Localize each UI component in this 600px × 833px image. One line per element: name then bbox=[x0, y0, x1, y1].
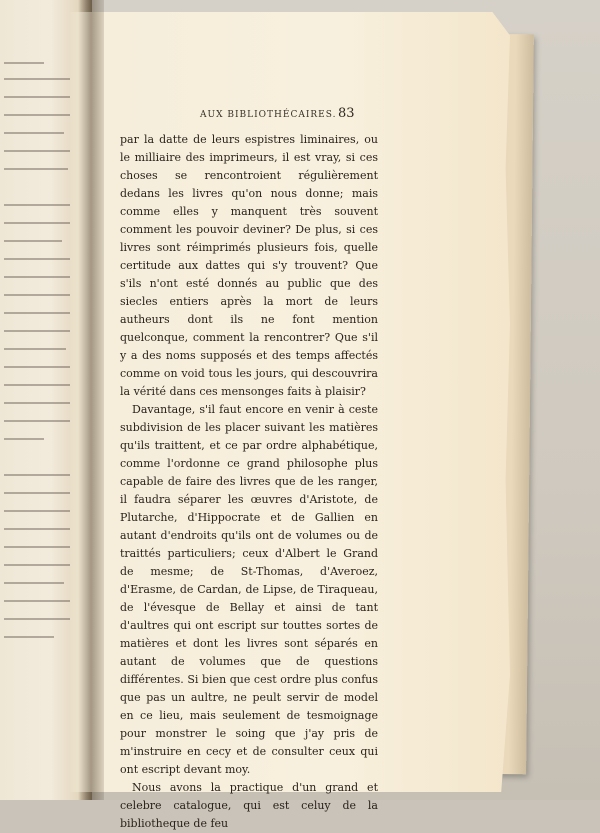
page-number: 83 bbox=[338, 106, 355, 121]
running-head: AUX BIBLIOTHÉCAIRES. bbox=[200, 110, 337, 120]
paragraph: Davantage, s'il faut encore en venir à ceste subdivision de les placer suivant les matières qu'ils traittent, et ce par ordre alphabétique, comme l'ordonne ce grand philosophe plus capable de faire des livres que de les ranger, il faudra séparer les œuvres d'Aristote, de Plutarche, d'Hippocrate et de Gallien en autant d'endroits qu'ils ont de volumes ou de traittés particuliers; ceux d'Albert le Grand de mesme; de St-Thomas, d'Averoez, d'Erasme, de Cardan, de Lipse, de Tiraqueau, de l'évesque de Bellay et ainsi de tant d'aultres qui ont escript sur touttes sortes de matières et dont les livres sont séparés en autant de volumes que de questions différentes. Si bien que cest ordre plus confus que pas un aultre, ne peult servir de model en ce lieu, mais seulement de tesmoignage pour monstrer le soing que j'ay pris de m'instruire en cecy et de consulter ceux qui ont escript devant moy. bbox=[120, 403, 378, 776]
book-gutter bbox=[78, 0, 104, 800]
paragraph: par la datte de leurs espistres liminaires, ou le milliaire des imprimeurs, il est vray, si ces choses se rencontroient régulièrement dedans les livres qu'on nous donne; mais comme elles y manquent très souvent comment les pouvoir deviner? De plus, si ces livres sont réimprimés plusieurs fois, quelle certitude aux dattes qui s'y trouvent? Que s'ils n'ont esté donnés au public que des siecles entiers après la mort de leurs autheurs dont ils ne font mention quelconque, comment la rencontrer? Que s'il y a des noms supposés et des temps affectés comme on void tous les jours, qui descouvrira la vérité dans ces mensonges faits à plaisir? bbox=[120, 133, 378, 398]
page-header bbox=[200, 106, 440, 126]
body-text bbox=[120, 131, 378, 833]
paragraph: Nous avons la practique d'un grand et celebre catalogue, qui est celuy de la bibliotheque de feu bbox=[120, 781, 378, 830]
